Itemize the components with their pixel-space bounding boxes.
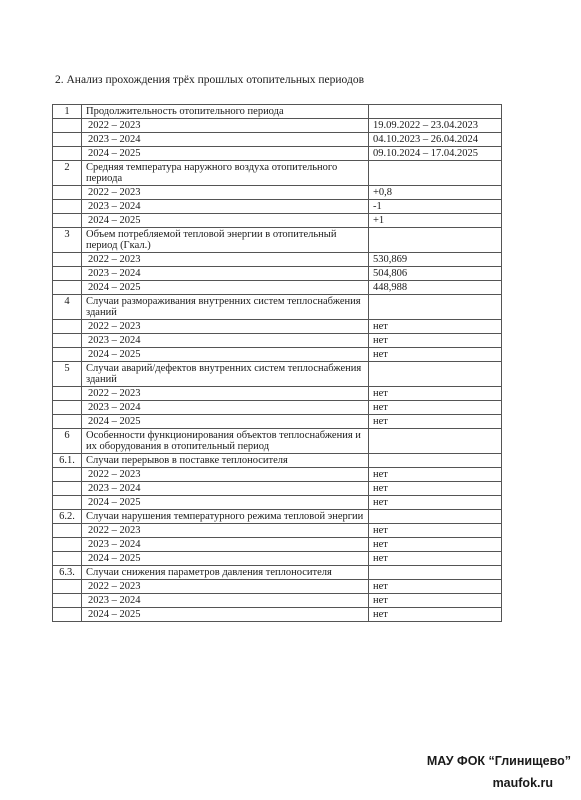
table-row	[53, 186, 502, 200]
section-title: 2. Анализ прохождения трёх прошлых отопительных периодов	[55, 74, 365, 86]
row-description-cell: Случаи снижения параметров давления теплоносителя	[82, 566, 369, 580]
row-description-cell: 2022 – 2023	[82, 253, 369, 267]
row-description-cell: 2022 – 2023	[82, 387, 369, 401]
row-value-cell: нет	[369, 334, 502, 348]
row-number-cell	[53, 401, 82, 415]
heating-periods-table	[52, 104, 502, 622]
row-description-cell: 2024 – 2025	[82, 552, 369, 566]
row-value-cell: +1	[369, 214, 502, 228]
row-description-cell: 2023 – 2024	[82, 334, 369, 348]
row-value-cell: +0,8	[369, 186, 502, 200]
table-section-row	[53, 161, 502, 186]
row-value-cell: нет	[369, 482, 502, 496]
row-number-cell	[53, 147, 82, 161]
row-value-cell: 504,806	[369, 267, 502, 281]
row-number-cell: 6	[53, 429, 82, 454]
row-value-cell: нет	[369, 524, 502, 538]
row-description-cell: Объем потребляемой тепловой энергии в отопительный период (Гкал.)	[82, 228, 369, 253]
row-description-cell: Средняя температура наружного воздуха отопительного периода	[82, 161, 369, 186]
row-number-cell: 1	[53, 105, 82, 119]
table-row	[53, 348, 502, 362]
row-number-cell	[53, 320, 82, 334]
row-value-cell	[369, 228, 502, 253]
row-description-cell: Случаи нарушения температурного режима тепловой энергии	[82, 510, 369, 524]
row-description-cell: 2023 – 2024	[82, 401, 369, 415]
row-description-cell: 2024 – 2025	[82, 214, 369, 228]
row-number-cell: 3	[53, 228, 82, 253]
row-description-cell: 2024 – 2025	[82, 415, 369, 429]
table-row	[53, 133, 502, 147]
row-value-cell: нет	[369, 348, 502, 362]
table-row	[53, 552, 502, 566]
table-row	[53, 320, 502, 334]
table-row	[53, 580, 502, 594]
row-description-cell: Продолжительность отопительного периода	[82, 105, 369, 119]
table-row	[53, 334, 502, 348]
row-number-cell	[53, 608, 82, 622]
row-number-cell	[53, 133, 82, 147]
row-value-cell	[369, 510, 502, 524]
row-value-cell: 448,988	[369, 281, 502, 295]
row-number-cell	[53, 334, 82, 348]
table-row	[53, 267, 502, 281]
row-value-cell: -1	[369, 200, 502, 214]
row-number-cell: 5	[53, 362, 82, 387]
row-value-cell	[369, 295, 502, 320]
row-number-cell	[53, 415, 82, 429]
row-description-cell: Случаи размораживания внутренних систем теплоснабжения зданий	[82, 295, 369, 320]
row-value-cell	[369, 362, 502, 387]
row-value-cell	[369, 161, 502, 186]
table-row	[53, 594, 502, 608]
table-section-row	[53, 105, 502, 119]
table-section-row	[53, 429, 502, 454]
table-section-row	[53, 510, 502, 524]
row-description-cell: 2022 – 2023	[82, 524, 369, 538]
row-description-cell: 2022 – 2023	[82, 580, 369, 594]
row-value-cell	[369, 105, 502, 119]
row-number-cell	[53, 552, 82, 566]
row-value-cell: нет	[369, 552, 502, 566]
row-value-cell: нет	[369, 538, 502, 552]
row-description-cell: 2022 – 2023	[82, 119, 369, 133]
table-row	[53, 608, 502, 622]
row-description-cell: Особенности функционирования объектов теплоснабжения и их оборудования в отопительный период	[82, 429, 369, 454]
table-row	[53, 468, 502, 482]
row-number-cell	[53, 482, 82, 496]
table-row	[53, 524, 502, 538]
row-description-cell: 2023 – 2024	[82, 267, 369, 281]
table-section-row	[53, 295, 502, 320]
table-section-row	[53, 362, 502, 387]
row-description-cell: 2023 – 2024	[82, 538, 369, 552]
table-row	[53, 538, 502, 552]
row-number-cell	[53, 186, 82, 200]
row-value-cell	[369, 429, 502, 454]
row-description-cell: 2023 – 2024	[82, 482, 369, 496]
row-description-cell: Случаи перерывов в поставке теплоносителя	[82, 454, 369, 468]
row-number-cell	[53, 387, 82, 401]
row-value-cell: нет	[369, 401, 502, 415]
row-number-cell	[53, 267, 82, 281]
row-description-cell: 2024 – 2025	[82, 348, 369, 362]
row-description-cell: 2024 – 2025	[82, 281, 369, 295]
row-value-cell: нет	[369, 320, 502, 334]
table-row	[53, 147, 502, 161]
row-number-cell	[53, 580, 82, 594]
row-description-cell: Случаи аварий/дефектов внутренних систем теплоснабжения зданий	[82, 362, 369, 387]
row-number-cell	[53, 281, 82, 295]
table-row	[53, 496, 502, 510]
table-row	[53, 214, 502, 228]
table-row	[53, 482, 502, 496]
table-section-row	[53, 228, 502, 253]
row-value-cell: 530,869	[369, 253, 502, 267]
table-section-row	[53, 566, 502, 580]
row-value-cell: нет	[369, 580, 502, 594]
row-description-cell: 2022 – 2023	[82, 468, 369, 482]
row-number-cell	[53, 119, 82, 133]
row-description-cell: 2023 – 2024	[82, 594, 369, 608]
row-value-cell: 19.09.2022 – 23.04.2023	[369, 119, 502, 133]
row-description-cell: 2024 – 2025	[82, 608, 369, 622]
row-value-cell: нет	[369, 415, 502, 429]
row-number-cell: 6.1.	[53, 454, 82, 468]
table-section-row	[53, 454, 502, 468]
row-number-cell: 6.2.	[53, 510, 82, 524]
row-number-cell	[53, 538, 82, 552]
row-number-cell	[53, 594, 82, 608]
row-number-cell	[53, 468, 82, 482]
table-row	[53, 387, 502, 401]
footer-organization: МАУ ФОК “Глинищево”	[426, 754, 571, 768]
row-number-cell	[53, 348, 82, 362]
row-number-cell: 6.3.	[53, 566, 82, 580]
row-value-cell: нет	[369, 608, 502, 622]
row-description-cell: 2022 – 2023	[82, 320, 369, 334]
row-value-cell: нет	[369, 387, 502, 401]
row-description-cell: 2024 – 2025	[82, 496, 369, 510]
row-value-cell: нет	[369, 468, 502, 482]
row-description-cell: 2023 – 2024	[82, 133, 369, 147]
row-number-cell	[53, 496, 82, 510]
row-description-cell: 2022 – 2023	[82, 186, 369, 200]
row-number-cell: 2	[53, 161, 82, 186]
table-row	[53, 415, 502, 429]
row-value-cell: 09.10.2024 – 17.04.2025	[369, 147, 502, 161]
row-value-cell	[369, 566, 502, 580]
row-number-cell	[53, 524, 82, 538]
table-row	[53, 253, 502, 267]
row-description-cell: 2023 – 2024	[82, 200, 369, 214]
row-value-cell: 04.10.2023 – 26.04.2024	[369, 133, 502, 147]
row-value-cell: нет	[369, 594, 502, 608]
row-value-cell: нет	[369, 496, 502, 510]
row-number-cell: 4	[53, 295, 82, 320]
table-row	[53, 401, 502, 415]
table-row	[53, 281, 502, 295]
row-value-cell	[369, 454, 502, 468]
table-row	[53, 119, 502, 133]
row-number-cell	[53, 253, 82, 267]
table-body	[53, 105, 502, 622]
row-description-cell: 2024 – 2025	[82, 147, 369, 161]
table-row	[53, 200, 502, 214]
row-number-cell	[53, 200, 82, 214]
footer-website: maufok.ru	[492, 776, 553, 790]
row-number-cell	[53, 214, 82, 228]
